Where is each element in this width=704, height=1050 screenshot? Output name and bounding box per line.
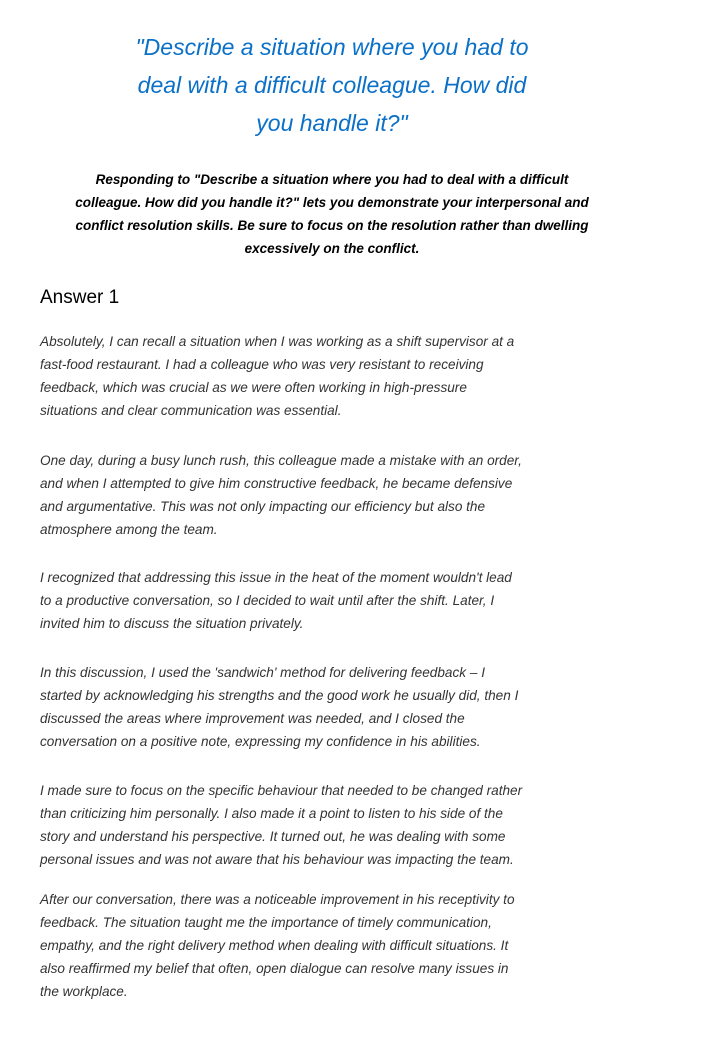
- paragraph-line: to a productive conversation, so I decided to wait until after the shift. Later, I: [40, 593, 495, 608]
- paragraph-line: the workplace.: [40, 984, 128, 999]
- intro-text: [0, 168, 664, 260]
- paragraph-line: personal issues and was not aware that his behaviour was impacting the team.: [40, 852, 514, 867]
- paragraph-line: conversation on a positive note, expressing my confidence in his abilities.: [40, 734, 481, 749]
- paragraph-line: feedback. The situation taught me the importance of timely communication,: [40, 915, 492, 930]
- intro-line: conflict resolution skills. Be sure to focus on the resolution rather than dwelling: [75, 218, 589, 233]
- paragraph-line: After our conversation, there was a noticeable improvement in his receptivity to: [40, 892, 515, 907]
- paragraph-line: empathy, and the right delivery method when dealing with difficult situations. It: [40, 938, 509, 953]
- paragraph-line: and argumentative. This was not only impacting our efficiency but also the: [40, 499, 486, 514]
- paragraph-line: I made sure to focus on the specific behaviour that needed to be changed rather: [40, 783, 523, 798]
- paragraph-line: story and understand his perspective. It turned out, he was dealing with some: [40, 829, 506, 844]
- title-line: deal with a difficult colleague. How did: [137, 72, 527, 98]
- paragraph-line: than criticizing him personally. I also made it a point to listen to his side of the: [40, 806, 503, 821]
- paragraph-line: fast-food restaurant. I had a colleague who was very resistant to receiving: [40, 357, 484, 372]
- paragraph-line: atmosphere among the team.: [40, 522, 218, 537]
- paragraph-line: In this discussion, I used the 'sandwich' method for delivering feedback – I: [40, 665, 485, 680]
- intro-line: excessively on the conflict.: [244, 241, 420, 256]
- answer-paragraph-4: [40, 661, 518, 753]
- title-line: "Describe a situation where you had to: [135, 34, 529, 60]
- answer-paragraph-2: [40, 449, 522, 541]
- intro-line: colleague. How did you handle it?" lets you demonstrate your interpersonal and: [75, 195, 589, 210]
- answer-paragraph-3: [40, 566, 512, 635]
- paragraph-line: One day, during a busy lunch rush, this colleague made a mistake with an order,: [40, 453, 522, 468]
- paragraph-line: situations and clear communication was essential.: [40, 403, 342, 418]
- paragraph-line: invited him to discuss the situation privately.: [40, 616, 304, 631]
- title-line: you handle it?": [256, 110, 408, 136]
- paragraph-line: started by acknowledging his strengths and the good work he usually did, then I: [40, 688, 519, 703]
- paragraph-line: also reaffirmed my belief that often, open dialogue can resolve many issues in: [40, 961, 509, 976]
- question-title: [0, 28, 664, 142]
- answer-paragraph-6: [40, 888, 515, 1003]
- paragraph-line: Absolutely, I can recall a situation when I was working as a shift supervisor at a: [40, 334, 515, 349]
- paragraph-line: feedback, which was crucial as we were often working in high-pressure: [40, 380, 467, 395]
- answer-paragraph-5: [40, 779, 522, 871]
- answer-paragraph-1: [40, 330, 514, 422]
- paragraph-line: discussed the areas where improvement was needed, and I closed the: [40, 711, 465, 726]
- paragraph-line: I recognized that addressing this issue in the heat of the moment wouldn't lead: [40, 570, 512, 585]
- intro-line: Responding to "Describe a situation where you had to deal with a difficult: [95, 172, 569, 187]
- paragraph-line: and when I attempted to give him constructive feedback, he became defensive: [40, 476, 513, 491]
- answer-heading: Answer 1: [40, 287, 120, 308]
